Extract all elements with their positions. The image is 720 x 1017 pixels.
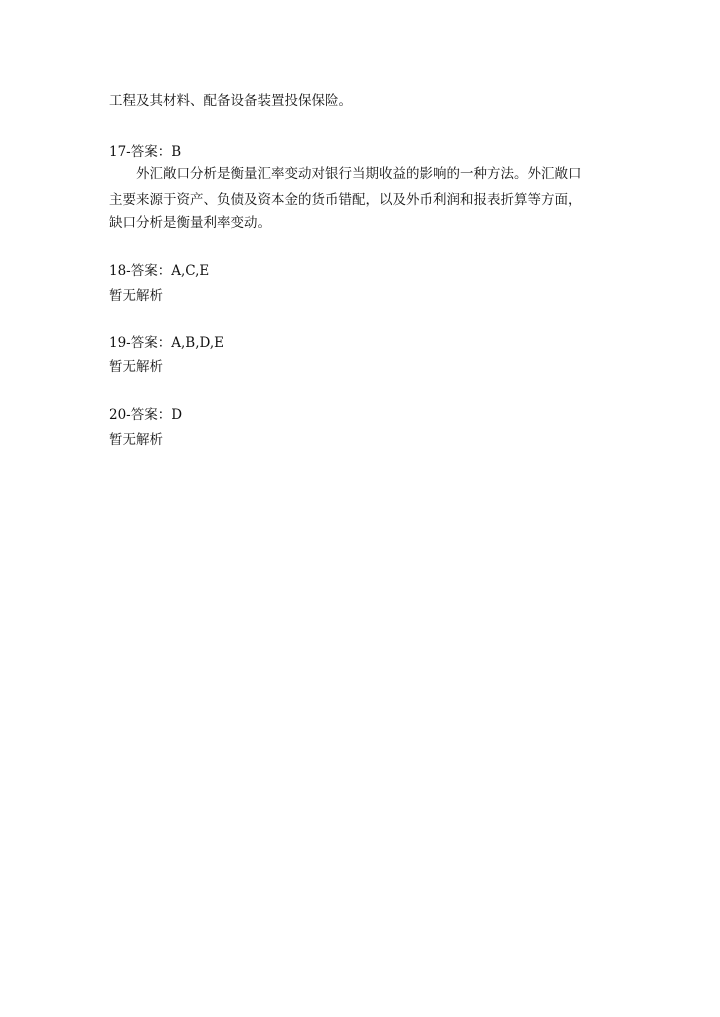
answer-20-heading: 20-答案：D (109, 407, 183, 423)
answer-17-heading: 17-答案：B (109, 144, 182, 160)
answer-17-explanation-line-1: 外汇敞口分析是衡量汇率变动对银行当期收益的影响的一种方法。外汇敞口 (136, 166, 582, 182)
answer-18-explanation: 暂无解析 (109, 288, 163, 304)
answer-17-explanation-line-2: 主要来源于资产、负债及资本金的货币错配，以及外币利润和报表折算等方面， (109, 192, 582, 208)
answer-19-heading: 19-答案：A,B,D,E (109, 335, 224, 351)
answer-19-explanation: 暂无解析 (109, 359, 163, 375)
answer-20-explanation: 暂无解析 (109, 432, 163, 448)
answer-18-heading: 18-答案：A,C,E (109, 263, 210, 279)
answer-17-explanation-line-3: 缺口分析是衡量利率变动。 (109, 215, 271, 231)
intro-continuation-text: 工程及其材料、配备设备装置投保保险。 (109, 93, 352, 109)
